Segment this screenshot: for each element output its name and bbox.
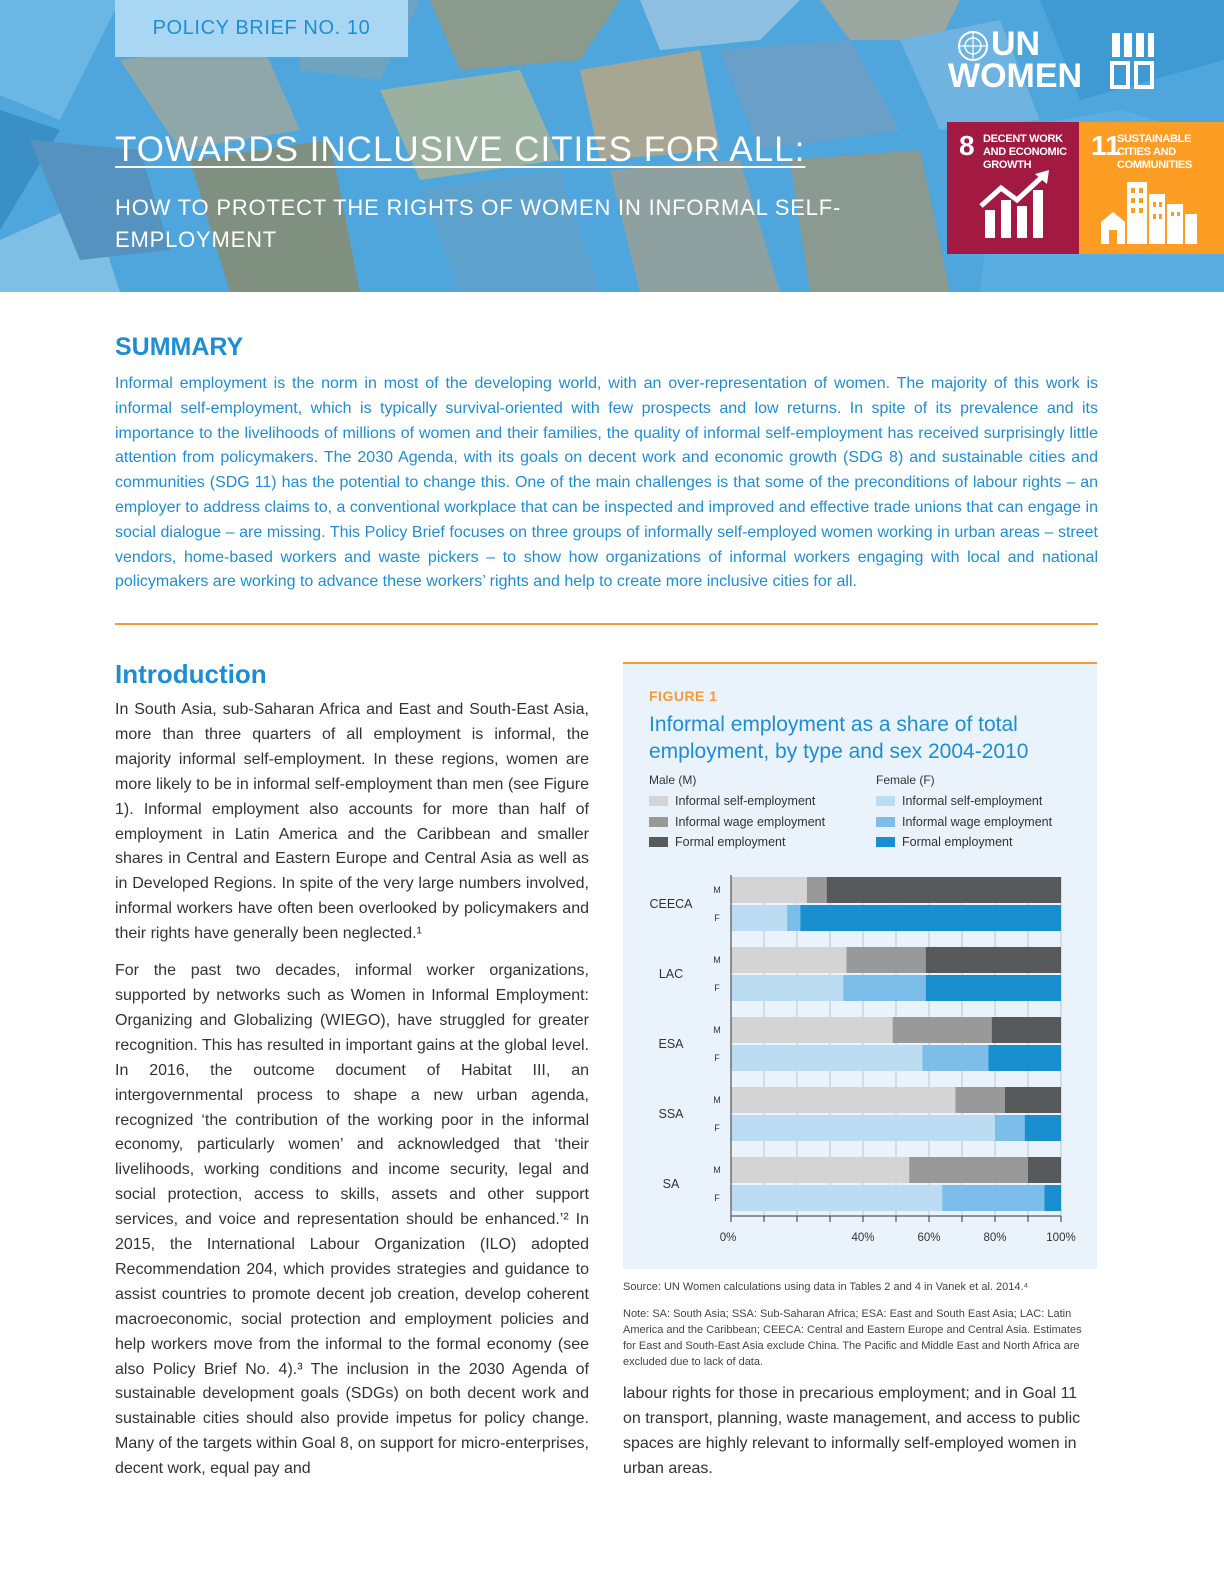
bar-esa-f [922,1045,988,1071]
bar-lac-f [731,975,843,1001]
legend-swatch [876,837,895,847]
section-divider [115,623,1098,625]
bar-ceeca-m [731,877,807,903]
bar-ssa-f [731,1115,995,1141]
sdg-8-label: DECENT WORK AND ECONOMIC GROWTH [983,133,1067,171]
legend-label: Informal wage employment [902,815,1053,829]
legend-label: Informal self-employment [675,794,816,808]
bar-lac-f [843,975,926,1001]
legend-swatch [876,796,895,806]
legend-item-male-informal-self [649,794,815,808]
bar-ssa-f [1025,1115,1061,1141]
sdg-11-badge [1079,122,1224,254]
city-buildings-icon [1099,174,1199,246]
bar-sa-m [1028,1157,1061,1183]
category-label: LAC [658,967,684,981]
bar-esa-f [988,1045,1061,1071]
bar-lac-m [926,947,1061,973]
legend-label: Formal employment [902,835,1013,849]
introduction-paragraph-1: In South Asia, sub-Saharan Africa and East and South-East Asia, more than three quarters of all employment is informal, the majority informal self-employment. In these regions, women are more likely to be in informal self-employment than men (see Figure 1). Informal employment also accounts for more than half of employment in Latin America and the Caribbean and smaller shares in Central and Eastern Europe and Central Asia as well as in Developed Regions. In spite of the very large numbers involved, informal workers have often been overlooked by policymakers and their rights have generally been neglected.¹ [115,701,589,943]
bar-esa-m [893,1017,992,1043]
sdg-8-number: 8 [959,130,975,161]
legend-item-male-formal [649,835,785,849]
sex-label: M [713,1095,721,1105]
logo-un-text: UN [991,25,1041,63]
sex-label: F [714,1123,720,1133]
sex-label: F [714,1193,720,1203]
women-symbol-icon [1108,29,1156,91]
bar-ceeca-m [827,877,1061,903]
legend-swatch [649,837,668,847]
bar-ceeca-f [787,905,800,931]
category-label: SA [662,1177,680,1191]
introduction-continuation: labour rights for those in precarious employment; and in Goal 11 on transport, planning, waste management, and access to public spaces are highly relevant to informally self-employed women in urban areas. [623,1385,1081,1477]
figure-1 [623,662,1097,1269]
figure-title: Informal employment as a share of total employment, by type and sex 2004-2010 [649,713,1029,763]
policy-brief-tab [115,0,408,57]
category-label: SSA [658,1107,684,1121]
introduction-body [115,698,589,1494]
x-tick-label: 40% [851,1232,875,1244]
bar-sa-m [909,1157,1028,1183]
logo-women-text: WOMEN [948,57,1083,95]
bar-sa-f [1045,1185,1062,1211]
sdg-8-badge [947,122,1079,254]
stacked-bar-chart [623,859,1097,1259]
bar-ssa-m [731,1087,955,1113]
sdg-11-number: 11 [1091,130,1121,161]
legend-item-male-informal-wage [649,815,825,829]
sex-label: M [713,1165,721,1175]
legend-label: Informal self-employment [902,794,1043,808]
bar-esa-m [992,1017,1061,1043]
growth-chart-icon [977,170,1057,240]
figure-source: Source: UN Women calculations using data in Tables 2 and 4 in Vanek et al. 2014.⁴ [623,1281,1029,1293]
category-label: CEECA [649,897,693,911]
sex-label: F [714,1053,720,1063]
legend-male-heading: Male (M) [649,773,697,787]
bar-lac-f [926,975,1061,1001]
bar-lac-m [731,947,847,973]
legend-label: Informal wage employment [675,815,826,829]
introduction-heading: Introduction [115,659,267,689]
legend-item-female-formal [876,835,1012,849]
bar-ceeca-f [731,905,787,931]
page-title: TOWARDS INCLUSIVE CITIES FOR ALL: [115,130,806,169]
introduction-paragraph-2: For the past two decades, informal worker organizations, supported by networks such as Women in Informal Employment: Organizing and Globalizing (WIEGO), have struggled for greater recognition. This has resulted in important gains at the global level. In 2016, the outcome document of Habitat III, an intergovernmental process to shape a new urban agenda, recognized ‘the contribution of the working poor in the informal economy, particularly women’ and acknowledged that ‘their livelihoods, working conditions and income security, legal and social protection, access to skills, assets and other support services, and voice and representation should be enhanced.’² In 2015, the International Labour Organization (ILO) adopted Recommendation 204, which provides strategies and guidance to assist countries to promote decent job creation, develop coherent macroeconomic, social protection and employment policies and help workers move from the informal to the formal economy (see also Policy Brief No. 4).³ The inclusion in the 2030 Agenda of sustainable development goals (SDGs) on both decent work and sustainable cities should also provide impetus for policy change. Many of the targets within Goal 8, on support for micro-enterprises, decent work, equal pay and [115,962,589,1478]
figure-label: FIGURE 1 [649,688,718,704]
legend-swatch [649,796,668,806]
bar-sa-f [942,1185,1044,1211]
policy-brief-label: POLICY BRIEF NO. 10 [152,17,371,39]
bar-lac-m [847,947,926,973]
category-label: ESA [658,1037,684,1051]
bar-ssa-f [995,1115,1025,1141]
sex-label: F [714,983,720,993]
bar-ceeca-f [800,905,1061,931]
legend-swatch [649,817,668,827]
bar-esa-m [731,1017,893,1043]
bar-ssa-m [955,1087,1005,1113]
summary-heading: SUMMARY [115,333,244,361]
bar-esa-f [731,1045,922,1071]
page-subtitle: HOW TO PROTECT THE RIGHTS OF WOMEN IN INFORMAL SELF-EMPLOYMENT [115,195,842,252]
figure-note: Note: SA: South Asia; SSA: Sub-Saharan Africa; ESA: East and South East Asia; LAC: Latin America and the Caribbean; CEECA: Central and Eastern Europe and Central Asia. Estimates for East and South-East Asia exclude China. The Pacific and Middle East and North Africa are excluded due to lack of data. [623,1308,1082,1368]
sex-label: M [713,1025,721,1035]
sex-label: M [713,955,721,965]
sdg-11-label: SUSTAINABLE CITIES AND COMMUNITIES [1117,133,1192,171]
x-tick-label: 60% [917,1232,941,1244]
legend-item-female-informal-wage [876,815,1052,829]
summary-text: Informal employment is the norm in most of the developing world, with an over-representation of women. The majority of this work is informal self-employment, which is typically survival-oriented with few prospects and low returns. In spite of its prevalence and its importance to the livelihoods of millions of women and their families, the quality of informal self-employment has received surprisingly little attention from policymakers. The 2030 Agenda, with its goals on decent work and economic growth (SDG 8) and sustainable cities and communities (SDG 11) has the potential to change this. One of the main challenges is that some of the preconditions of labour rights – an employer to address claims to, a conventional workplace that can be inspected and improved and effective trade unions that can engage in social dialogue – are missing. This Policy Brief focuses on three groups of informally self-employed women working in urban areas – street vendors, home-based workers and waste pickers – to show how organizations of informal workers engaging with local and national policymakers are working to advance these workers’ rights and help to create more inclusive cities for all. [115,375,1098,591]
un-women-logo [948,27,1164,97]
x-tick-label: 0% [719,1232,737,1244]
bar-sa-m [731,1157,909,1183]
legend-item-female-informal-self [876,794,1042,808]
bar-ceeca-m [807,877,827,903]
sex-label: M [713,885,721,895]
legend-label: Formal employment [675,835,786,849]
bar-ssa-m [1005,1087,1061,1113]
sex-label: F [714,913,720,923]
legend-female-heading: Female (F) [876,773,935,787]
legend-swatch [876,817,895,827]
bar-sa-f [731,1185,942,1211]
header-banner [0,0,1224,292]
x-tick-label: 80% [983,1232,1007,1244]
x-tick-label: 100% [1046,1232,1076,1244]
